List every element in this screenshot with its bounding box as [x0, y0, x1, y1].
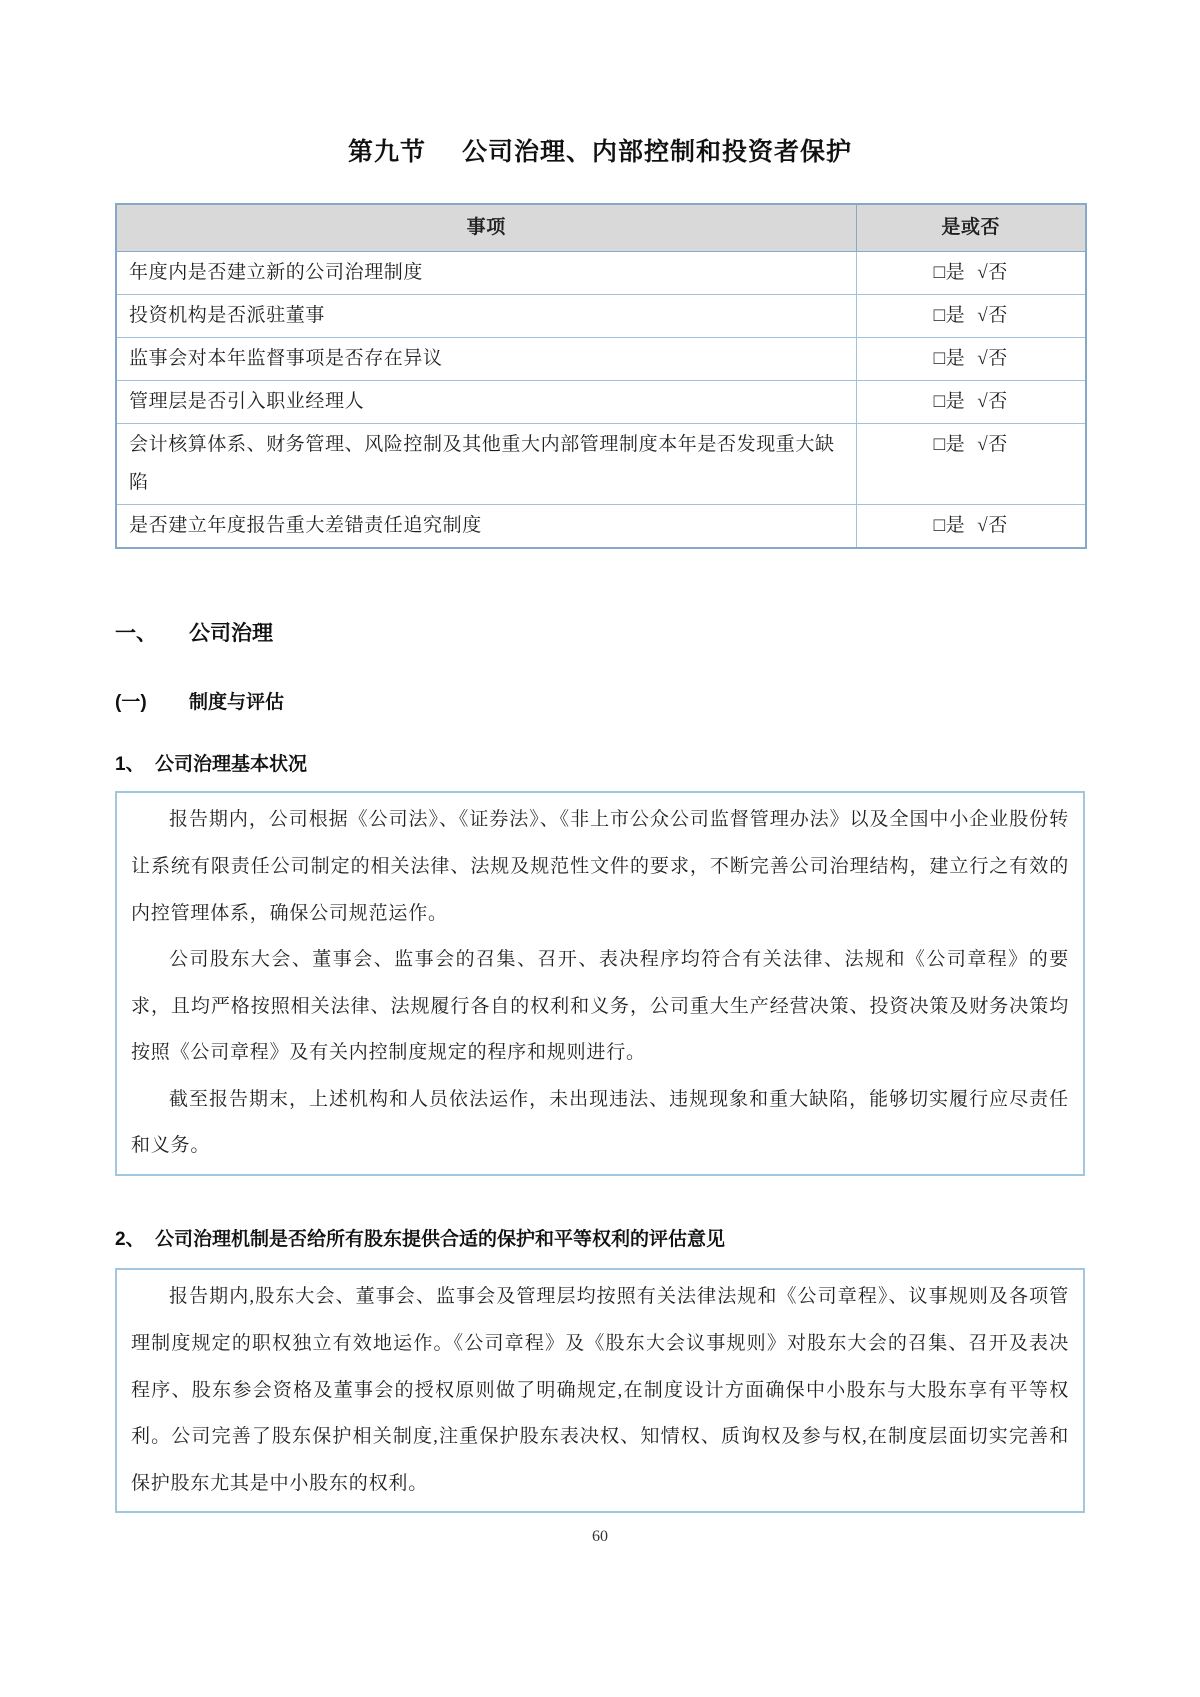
checkmark-no-option: √否: [977, 261, 1008, 283]
item-cell: 投资机构是否派驻董事: [116, 294, 856, 337]
section-number: 第九节: [347, 138, 426, 166]
item-cell: 监事会对本年监督事项是否存在异议: [116, 337, 856, 380]
checkbox-yes-option: □是: [933, 433, 966, 455]
table-row: [116, 294, 1086, 337]
answer-cell: [856, 251, 1086, 294]
checkmark-no-option: √否: [977, 514, 1008, 536]
section-title-text: 公司治理、内部控制和投资者保护: [462, 138, 853, 166]
heading-number: (一): [115, 691, 147, 713]
table-row: [116, 504, 1086, 548]
table-row: [116, 251, 1086, 294]
answer-cell: [856, 504, 1086, 548]
column-header-item: 事项: [116, 204, 856, 252]
governance-status-box: [115, 791, 1085, 1175]
page-number: 60: [592, 1528, 608, 1545]
heading-text: 公司治理机制是否给所有股东提供合适的保护和平等权利的评估意见: [155, 1228, 726, 1250]
checkbox-yes-option: □是: [933, 304, 966, 326]
heading-shareholder-protection-opinion: [115, 1228, 1085, 1253]
checkbox-yes-option: □是: [933, 390, 966, 412]
checkbox-yes-option: □是: [933, 514, 966, 536]
heading-number: 2、: [115, 1228, 145, 1250]
heading-text: 制度与评估: [189, 691, 285, 713]
answer-cell: [856, 423, 1086, 504]
paragraph: 报告期内,股东大会、董事会、监事会及管理层均按照有关法律法规和《公司章程》、议事规则及各项管理制度规定的职权独立有效地运作。《公司章程》及《股东大会议事规则》对股东大会的召集、召开及表决程序、股东参会资格及董事会的授权原则做了明确规定,在制度设计方面确保中小股东与大股东享有平等权利。公司完善了股东保护相关制度,注重保护股东表决权、知情权、质询权及参与权,在制度层面切实完善和保护股东尤其是中小股东的权利。: [131, 1286, 1069, 1494]
shareholder-protection-box: [115, 1268, 1085, 1513]
answer-cell: [856, 380, 1086, 423]
heading-number: 一、: [115, 621, 157, 645]
table-header-row: [116, 204, 1086, 252]
heading-text: 公司治理: [189, 621, 273, 645]
paragraph: 公司股东大会、董事会、监事会的召集、召开、表决程序均符合有关法律、法规和《公司章程》的要求，且均严格按照相关法律、法规履行各自的权利和义务，公司重大生产经营决策、投资决策及财务决策均按照《公司章程》及有关内控制度规定的程序和规则进行。: [131, 949, 1069, 1064]
governance-checklist-table: [115, 203, 1087, 549]
checkbox-yes-option: □是: [933, 347, 966, 369]
table-row: [116, 380, 1086, 423]
checkmark-no-option: √否: [977, 390, 1008, 412]
heading-system-evaluation: [115, 692, 1085, 715]
table-row: [116, 423, 1086, 504]
checkmark-no-option: √否: [977, 347, 1008, 369]
answer-cell: [856, 337, 1086, 380]
heading-governance-basic-status: [115, 753, 1085, 778]
table-row: [116, 337, 1086, 380]
heading-text: 公司治理基本状况: [155, 753, 308, 775]
answer-cell: [856, 294, 1086, 337]
item-cell: 管理层是否引入职业经理人: [116, 380, 856, 423]
item-cell: 会计核算体系、财务管理、风险控制及其他重大内部管理制度本年是否发现重大缺陷: [116, 423, 856, 504]
checkmark-no-option: √否: [977, 433, 1008, 455]
heading-governance: [115, 621, 1085, 646]
checkbox-yes-option: □是: [933, 261, 966, 283]
page-title: [115, 0, 1085, 167]
item-cell: 年度内是否建立新的公司治理制度: [116, 251, 856, 294]
item-cell: 是否建立年度报告重大差错责任追究制度: [116, 504, 856, 548]
paragraph: 截至报告期末，上述机构和人员依法运作，未出现违法、违规现象和重大缺陷，能够切实履行应尽责任和义务。: [131, 1088, 1069, 1157]
heading-number: 1、: [115, 753, 145, 775]
checkmark-no-option: √否: [977, 304, 1008, 326]
paragraph: 报告期内，公司根据《公司法》、《证券法》、《非上市公众公司监督管理办法》以及全国中小企业股份转让系统有限责任公司制定的相关法律、法规及规范性文件的要求，不断完善公司治理结构，建立行之有效的内控管理体系，确保公司规范运作。: [131, 809, 1069, 924]
column-header-yes-no: 是或否: [856, 204, 1086, 252]
